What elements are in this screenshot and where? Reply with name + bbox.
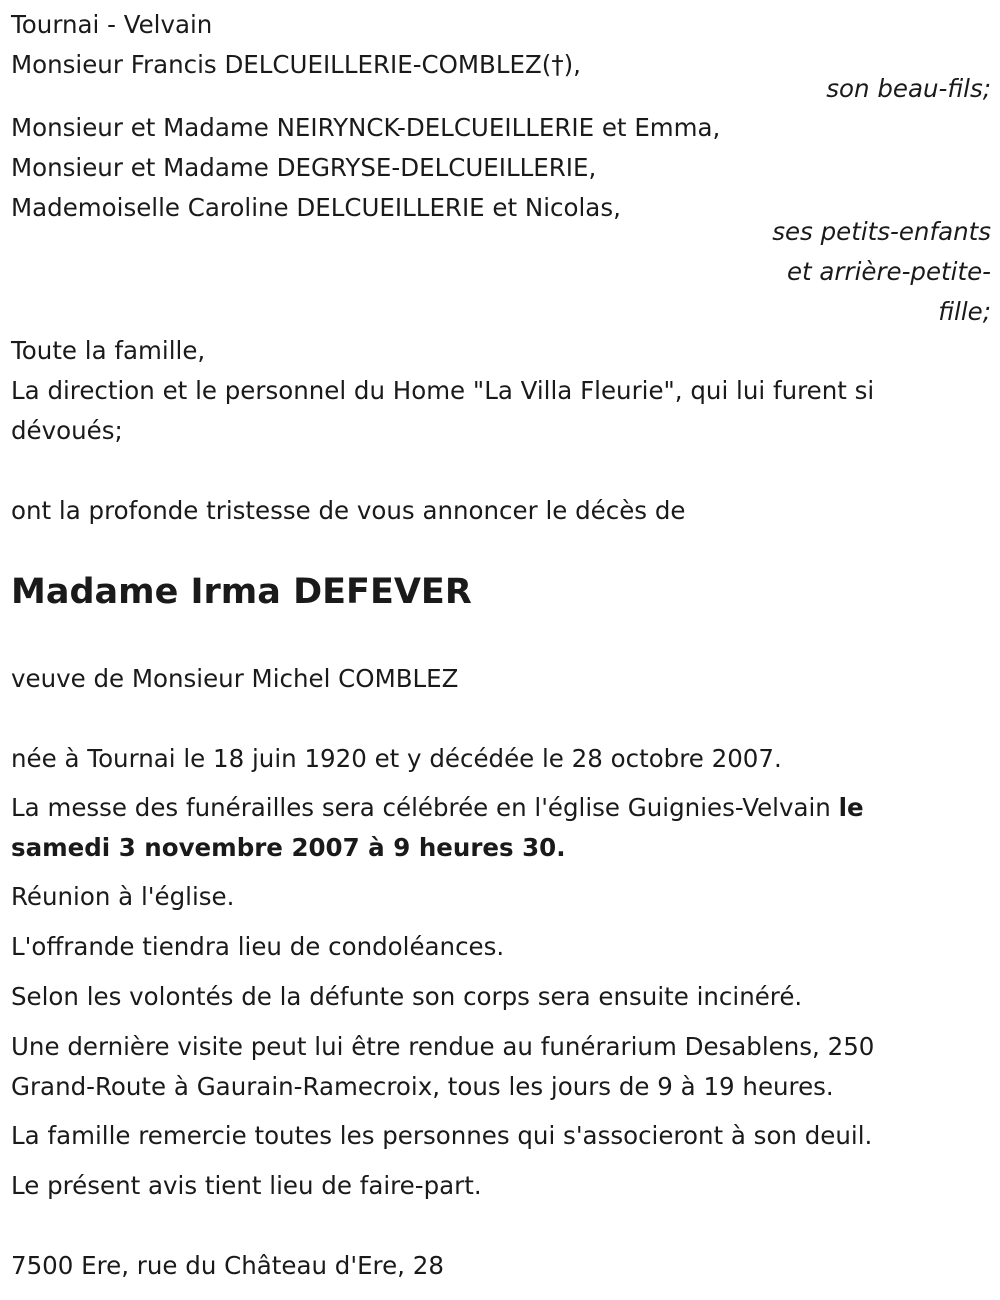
widow-of: veuve de Monsieur Michel COMBLEZ bbox=[11, 664, 459, 693]
offering: L'offrande tiendra lieu de condoléances. bbox=[11, 932, 505, 961]
son-in-law-line: Monsieur Francis DELCUEILLERIE-COMBLEZ(†), bbox=[11, 50, 581, 79]
thanks: La famille remercie toutes les personnes qui s'associeront à son deuil. bbox=[11, 1121, 873, 1150]
grandchild-line-3: Mademoiselle Caroline DELCUEILLERIE et Nicolas, bbox=[11, 193, 621, 222]
visit-line-1: Une dernière visite peut lui être rendue au funérarium Desablens, 250 bbox=[11, 1032, 875, 1061]
grandchild-line-2: Monsieur et Madame DEGRYSE-DELCUEILLERIE, bbox=[11, 153, 597, 182]
birth-death: née à Tournai le 18 juin 1920 et y décédée le 28 octobre 2007. bbox=[11, 744, 782, 773]
mass-line-1 bbox=[11, 788, 864, 828]
cremation: Selon les volontés de la défunte son corps sera ensuite incinéré. bbox=[11, 982, 803, 1011]
deceased-name: Madame Irma DEFEVER bbox=[11, 572, 472, 612]
home-staff-line-2: dévoués; bbox=[11, 416, 123, 445]
whole-family: Toute la famille, bbox=[11, 336, 206, 365]
notice: Le présent avis tient lieu de faire-part. bbox=[11, 1171, 482, 1200]
location: Tournai - Velvain bbox=[11, 10, 213, 39]
visit-line-2: Grand-Route à Gaurain-Ramecroix, tous les jours de 9 à 19 heures. bbox=[11, 1072, 834, 1101]
reunion: Réunion à l'église. bbox=[11, 882, 235, 911]
grandchildren-role-line-1: ses petits-enfants bbox=[772, 217, 991, 246]
grandchildren-role-line-3: fille; bbox=[938, 297, 991, 326]
mass-date-part1: le bbox=[838, 793, 864, 822]
grandchildren-role-line-2: et arrière-petite- bbox=[786, 257, 991, 286]
address: 7500 Ere, rue du Château d'Ere, 28 bbox=[11, 1251, 444, 1280]
grandchild-line-1: Monsieur et Madame NEIRYNCK-DELCUEILLERIE et Emma, bbox=[11, 113, 721, 142]
son-in-law-role: son beau-fils; bbox=[826, 74, 991, 103]
mass-date-part2: samedi 3 novembre 2007 à 9 heures 30. bbox=[11, 833, 566, 862]
home-staff-line-1: La direction et le personnel du Home "La Villa Fleurie", qui lui furent si bbox=[11, 376, 875, 405]
mass-text: La messe des funérailles sera célébrée en l'église Guignies-Velvain bbox=[11, 793, 839, 822]
announcement: ont la profonde tristesse de vous annoncer le décès de bbox=[11, 496, 686, 525]
